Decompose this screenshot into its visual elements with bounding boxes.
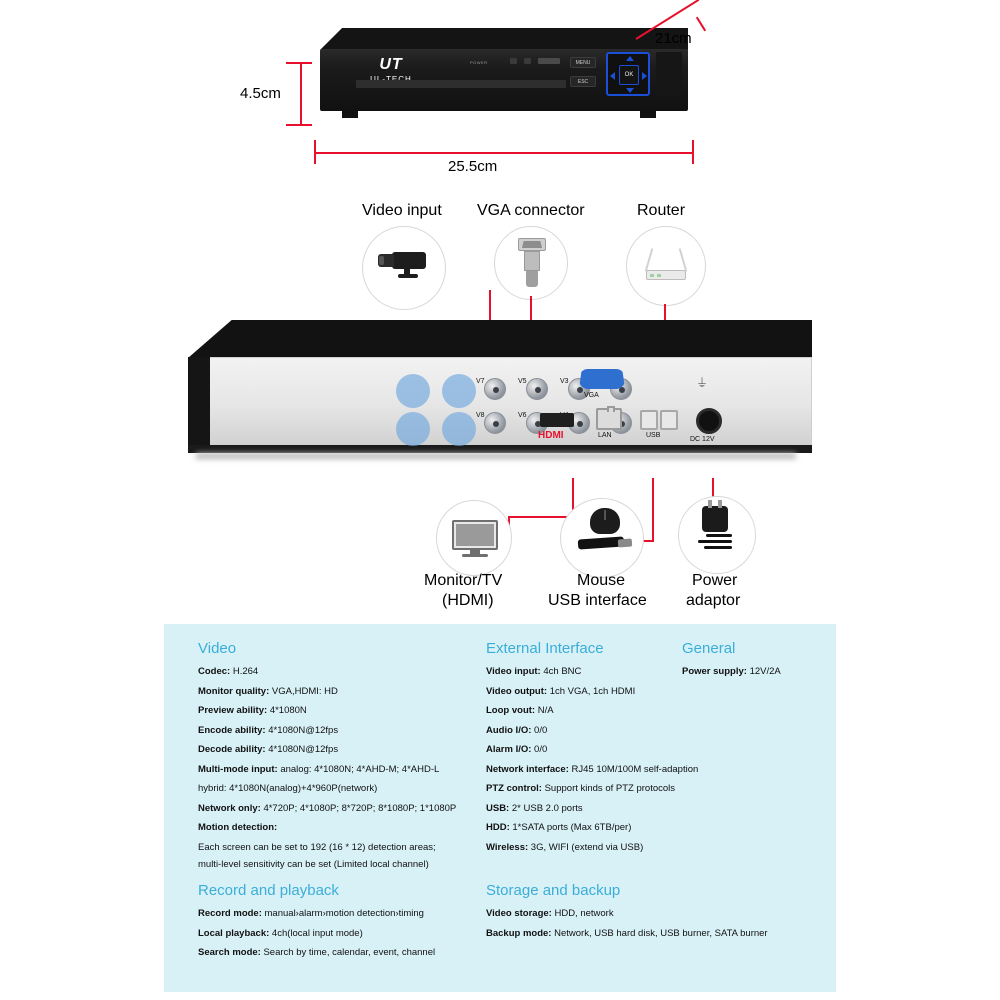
spec-label: Codec: <box>198 666 231 677</box>
usb-port-2[interactable] <box>660 410 678 430</box>
spec-title-external-interface: External Interface <box>486 640 604 657</box>
spec-section-storage-backup <box>486 882 816 945</box>
dvr-front-foot-right <box>640 111 656 118</box>
spec-label: Record mode: <box>198 908 262 919</box>
spec-row <box>198 664 498 679</box>
spec-value: Network, USB hard disk, USB burner, SATA burner <box>554 927 768 939</box>
spec-label: Wireless: <box>486 841 529 853</box>
port-label-hdmi: HDMI <box>538 430 564 441</box>
spec-label: Power supply: <box>682 666 747 677</box>
spec-label: Video output: <box>486 685 548 697</box>
spec-row <box>198 742 498 757</box>
height-tick-top <box>286 62 312 64</box>
spec-row <box>198 684 498 699</box>
power-adaptor-icon <box>694 506 746 562</box>
spec-value: 4ch BNC <box>543 666 582 677</box>
label-power-adaptor-line2: adaptor <box>686 592 741 609</box>
spec-value: analog: 4*1080N; 4*AHD-M; 4*AHD-L <box>280 763 440 775</box>
spec-value: 2* USB 2.0 ports <box>511 802 583 814</box>
height-dimension-label: 4.5cm <box>240 85 281 102</box>
spec-section-video <box>198 640 498 874</box>
dvr-rear-unit <box>188 320 812 470</box>
spec-value: hybrid: 4*1080N(analog)+4*960P(network) <box>198 783 378 794</box>
spec-value: 0/0 <box>534 724 548 736</box>
spec-row <box>486 742 756 757</box>
dvr-front-unit <box>320 28 688 138</box>
spec-title-storage-backup: Storage and backup <box>486 882 621 899</box>
port-label-usb: USB <box>646 432 661 439</box>
spec-row <box>198 926 498 941</box>
width-tick-left <box>314 140 316 164</box>
spec-row <box>486 820 756 835</box>
spec-value: 4ch(local input mode) <box>271 927 363 939</box>
label-video-input: Video input <box>362 202 442 219</box>
vent-hole <box>396 374 430 408</box>
label-mouse-line1: Mouse <box>577 572 626 589</box>
disc-slot <box>356 80 566 88</box>
spec-label: Motion detection: <box>198 822 278 833</box>
spec-row <box>682 664 832 679</box>
label-monitor-tv-line2: (HDMI) <box>442 592 494 609</box>
spec-row <box>486 684 756 699</box>
spec-title-record-playback: Record and playback <box>198 882 339 899</box>
spec-row <box>198 820 498 835</box>
spec-label: Local playback: <box>198 927 270 939</box>
spec-value: 1*SATA ports (Max 6TB/per) <box>512 822 632 833</box>
power-led-label: POWER <box>470 60 488 65</box>
spec-label: Backup mode: <box>486 927 552 939</box>
spec-row <box>198 781 498 796</box>
port-label-v3: V3 <box>560 378 569 385</box>
arrow-left-icon[interactable] <box>610 72 615 80</box>
spec-label: Multi-mode input: <box>198 763 278 775</box>
lan-port[interactable] <box>596 408 622 430</box>
spec-continuation-line: Each screen can be set to 192 (16 * 12) detection areas; <box>198 841 436 853</box>
spec-label: Alarm I/O: <box>486 744 532 755</box>
spec-label: Search mode: <box>198 947 261 958</box>
spec-value: HDD, network <box>554 908 614 919</box>
spec-title-general: General <box>682 640 736 657</box>
spec-value: manual›alarm›motion detection›timing <box>264 908 424 919</box>
spec-value: Support kinds of PTZ protocols <box>544 783 676 794</box>
status-led-2 <box>524 58 531 64</box>
spec-value: 0/0 <box>534 744 548 755</box>
arrow-right-icon[interactable] <box>642 72 647 80</box>
spec-label: Network interface: <box>486 763 569 775</box>
port-label-v7: V7 <box>476 378 485 385</box>
bnc-port-v5[interactable] <box>526 378 548 400</box>
spec-value: 4*1080N@12fps <box>268 724 339 736</box>
leader-usb-down <box>652 478 654 540</box>
dvr-front-top-face <box>320 28 688 50</box>
spec-label: Network only: <box>198 802 261 814</box>
rear-top-face <box>188 320 812 358</box>
spec-row <box>198 945 498 960</box>
vent-hole <box>396 412 430 446</box>
spec-value: 12V/2A <box>749 666 781 677</box>
rear-connection-diagram <box>0 190 1000 620</box>
spec-value: 4*1080N <box>269 705 307 716</box>
width-tick-right <box>692 140 694 164</box>
leader-hdmi-across <box>508 516 574 518</box>
specifications-panel <box>164 624 836 992</box>
spec-continuation-line: multi-level sensitivity can be set (Limited local channel) <box>198 858 429 870</box>
bnc-port-v7[interactable] <box>484 378 506 400</box>
spec-row <box>198 801 498 816</box>
status-led-1 <box>510 58 517 64</box>
ok-button[interactable]: OK <box>619 65 639 85</box>
spec-value: N/A <box>537 705 554 716</box>
height-tick-bottom <box>286 124 312 126</box>
spec-label: Loop vout: <box>486 705 536 716</box>
dc-power-port[interactable] <box>696 408 722 434</box>
bnc-port-v8[interactable] <box>484 412 506 434</box>
router-icon <box>640 246 692 286</box>
port-label-lan: LAN <box>598 432 612 439</box>
spec-value: RJ45 10M/100M self-adaption <box>571 763 699 775</box>
spec-value: 4*720P; 4*1080P; 8*720P; 8*1080P; 1*1080P <box>263 802 457 814</box>
spec-label: Video input: <box>486 666 541 677</box>
hdmi-port[interactable] <box>540 413 574 427</box>
rear-left-side <box>188 357 210 453</box>
rear-shadow <box>196 453 796 459</box>
spec-row <box>486 781 756 796</box>
port-label-v5: V5 <box>518 378 527 385</box>
spec-row <box>198 703 498 718</box>
arrow-up-icon[interactable] <box>626 56 634 61</box>
spec-label: Decode ability: <box>198 744 266 755</box>
label-mouse-line2: USB interface <box>548 592 647 609</box>
port-label-v6: V6 <box>518 412 527 419</box>
spec-row <box>486 723 756 738</box>
spec-label: PTZ control: <box>486 783 542 794</box>
spec-row <box>486 801 756 816</box>
spec-row <box>486 926 816 941</box>
vent-hole <box>442 374 476 408</box>
spec-label: Monitor quality: <box>198 685 270 697</box>
label-monitor-tv-line1: Monitor/TV <box>424 572 503 589</box>
spec-section-record-playback <box>198 882 498 965</box>
spec-value: 4*1080N@12fps <box>268 744 339 755</box>
spec-value: 1ch VGA, 1ch HDMI <box>549 685 636 697</box>
spec-label: Audio I/O: <box>486 724 532 736</box>
monitor-tv-icon <box>452 520 498 558</box>
label-power-adaptor-line1: Power <box>692 572 738 589</box>
vga-connector-icon <box>512 238 552 288</box>
spec-row <box>486 762 756 777</box>
vga-port[interactable] <box>579 369 625 389</box>
spec-row <box>198 723 498 738</box>
label-router: Router <box>637 202 686 219</box>
spec-row <box>486 906 816 921</box>
width-dimension-label: 25.5cm <box>448 158 498 175</box>
rear-bottom-edge <box>188 445 812 453</box>
spec-label: Preview ability: <box>198 705 268 716</box>
spec-section-general <box>682 640 832 684</box>
mouse-usb-icon <box>578 508 638 564</box>
spec-row <box>198 906 498 921</box>
ground-screw-icon: ⏚ <box>696 376 709 390</box>
spec-row <box>198 762 498 777</box>
width-dimension-line <box>314 152 694 154</box>
front-view-section <box>0 0 1000 190</box>
port-label-v8: V8 <box>476 412 485 419</box>
port-label-vga: VGA <box>584 392 599 399</box>
spec-label: USB: <box>486 802 510 814</box>
brand-logo-mark: UT <box>379 56 403 73</box>
spec-value: H.264 <box>232 666 259 677</box>
navigation-pad[interactable] <box>606 52 650 96</box>
spec-value: Search by time, calendar, event, channel <box>263 947 436 958</box>
status-led-3 <box>538 58 560 64</box>
usb-port-1[interactable] <box>640 410 658 430</box>
menu-button[interactable]: MENU <box>570 57 596 68</box>
spec-value: VGA,HDMI: HD <box>271 685 338 697</box>
vent-hole <box>442 412 476 446</box>
camera-icon <box>378 248 434 272</box>
esc-button[interactable]: ESC <box>570 76 596 87</box>
dvr-front-foot-left <box>342 111 358 118</box>
spec-label: HDD: <box>486 822 510 833</box>
spec-value: 3G, WIFI (extend via USB) <box>530 841 644 853</box>
front-right-panel <box>656 52 682 96</box>
depth-tick-far <box>696 17 706 32</box>
arrow-down-icon[interactable] <box>626 88 634 93</box>
spec-row <box>486 703 756 718</box>
depth-dimension-label: 21cm <box>655 30 692 47</box>
spec-label: Video storage: <box>486 908 552 919</box>
spec-title-video: Video <box>198 640 237 657</box>
height-dimension-line <box>300 62 302 126</box>
port-label-dc: DC 12V <box>690 436 715 443</box>
spec-row <box>486 840 756 855</box>
spec-label: Encode ability: <box>198 724 266 736</box>
label-vga-connector: VGA connector <box>477 202 585 219</box>
